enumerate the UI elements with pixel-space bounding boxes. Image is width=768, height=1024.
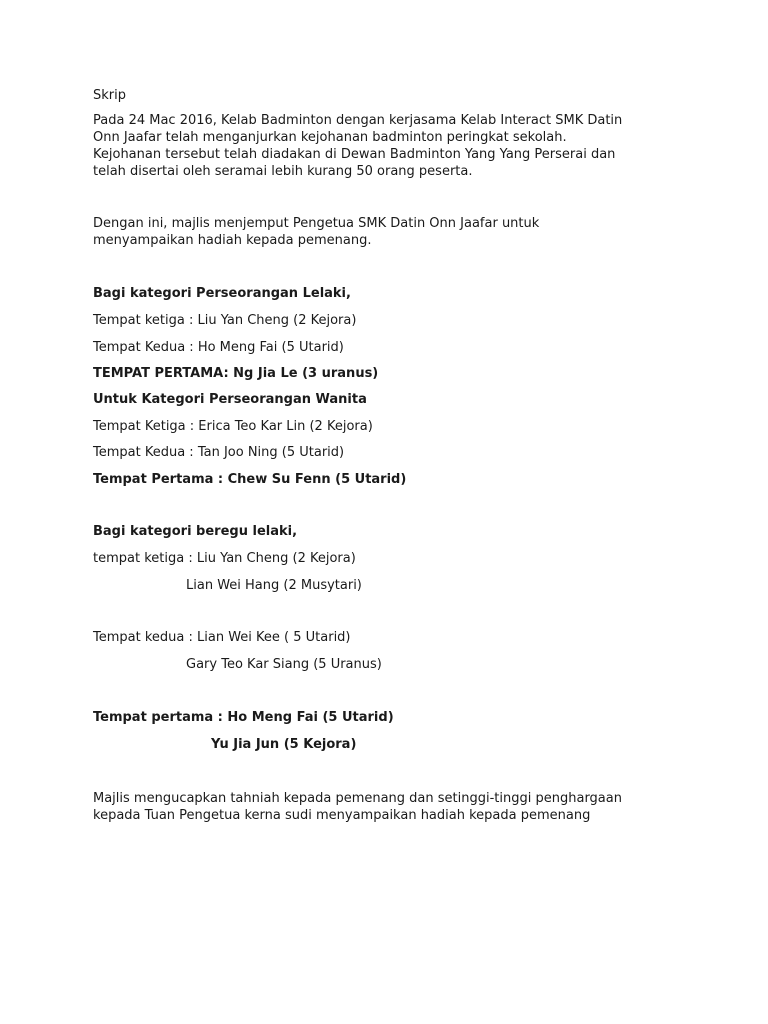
men-singles-third: Tempat ketiga : Liu Yan Cheng (2 Kejora): [93, 313, 357, 328]
intro-line-3: Kejohanan tersebut telah diadakan di Dewan Badminton Yang Yang Perserai dan: [93, 147, 616, 162]
women-singles-third: Tempat Ketiga : Erica Teo Kar Lin (2 Kejora): [93, 419, 373, 434]
intro-line-1: Pada 24 Mac 2016, Kelab Badminton dengan kerjasama Kelab Interact SMK Datin: [93, 113, 623, 128]
men-singles-first: TEMPAT PERTAMA: Ng Jia Le (3 uranus): [93, 366, 379, 381]
invite-line-1: Dengan ini, majlis menjemput Pengetua SMK Datin Onn Jaafar untuk: [93, 216, 540, 231]
men-singles-second: Tempat Kedua : Ho Meng Fai (5 Utarid): [93, 340, 344, 355]
men-doubles-third-2: Lian Wei Hang (2 Musytari): [186, 578, 362, 593]
men-doubles-second-1: Tempat kedua : Lian Wei Kee ( 5 Utarid): [93, 630, 351, 645]
invite-line-2: menyampaikan hadiah kepada pemenang.: [93, 233, 372, 248]
script-heading: Skrip: [93, 88, 126, 103]
men-doubles-third-1: tempat ketiga : Liu Yan Cheng (2 Kejora): [93, 551, 356, 566]
intro-line-4: telah disertai oleh seramai lebih kurang 50 orang peserta.: [93, 164, 473, 179]
closing-line-2: kepada Tuan Pengetua kerna sudi menyampaikan hadiah kepada pemenang: [93, 808, 591, 823]
men-doubles-second-2: Gary Teo Kar Siang (5 Uranus): [186, 657, 382, 672]
women-singles-second: Tempat Kedua : Tan Joo Ning (5 Utarid): [93, 445, 345, 460]
closing-line-1: Majlis mengucapkan tahniah kepada pemenang dan setinggi-tinggi penghargaan: [93, 791, 622, 806]
men-singles-title: Bagi kategori Perseorangan Lelaki,: [93, 286, 351, 301]
women-singles-title: Untuk Kategori Perseorangan Wanita: [93, 392, 367, 407]
men-doubles-first-1: Tempat pertama : Ho Meng Fai (5 Utarid): [93, 710, 394, 725]
women-singles-first: Tempat Pertama : Chew Su Fenn (5 Utarid): [93, 472, 407, 487]
men-doubles-first-2: Yu Jia Jun (5 Kejora): [211, 737, 357, 752]
intro-line-2: Onn Jaafar telah menganjurkan kejohanan badminton peringkat sekolah.: [93, 130, 567, 145]
men-doubles-title: Bagi kategori beregu lelaki,: [93, 524, 298, 539]
